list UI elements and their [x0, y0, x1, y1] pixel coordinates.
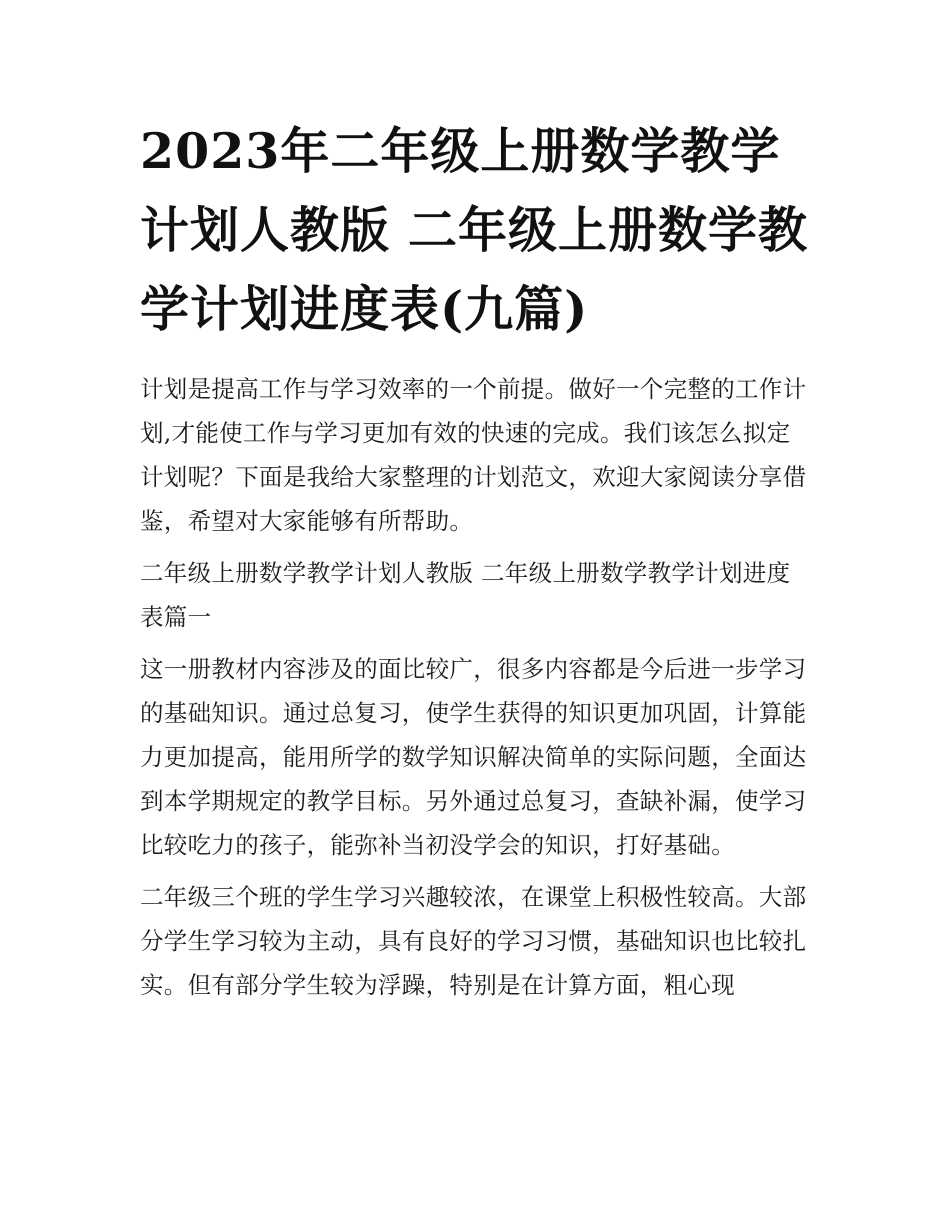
body-paragraph: 这一册教材内容涉及的面比较广，很多内容都是今后进一步学习的基础知识。通过总复习，使学生获得的知识更加巩固，计算能力更加提高，能用所学的数学知识解决简单的实际问题，全面达到本学期规定的教学目标。另外通过总复习，查缺补漏，使学习比较吃力的孩子，能弥补当初没学会的知识，打好基础。 — [140, 655, 807, 859]
document-page — [140, 112, 812, 1007]
section-heading: 二年级上册数学教学计划人教版 二年级上册数学教学计划进度表篇一 — [140, 559, 791, 631]
body-paragraph: 二年级三个班的学生学习兴趣较浓，在课堂上积极性较高。大部分学生学习较为主动，具有良好的学习习惯，基础知识也比较扎实。但有部分学生较为浮躁，特别是在计算方面，粗心现 — [140, 883, 807, 999]
intro-paragraph: 计划是提高工作与学习效率的一个前提。做好一个完整的工作计划,才能使工作与学习更加有效的快速的完成。我们该怎么拟定计划呢？下面是我给大家整理的计划范文，欢迎大家阅读分享借鉴，希望对大家能够有所帮助。 — [140, 375, 807, 535]
document-title: 2023年二年级上册数学教学计划人教版 二年级上册数学教学计划进度表(九篇) — [140, 122, 809, 338]
